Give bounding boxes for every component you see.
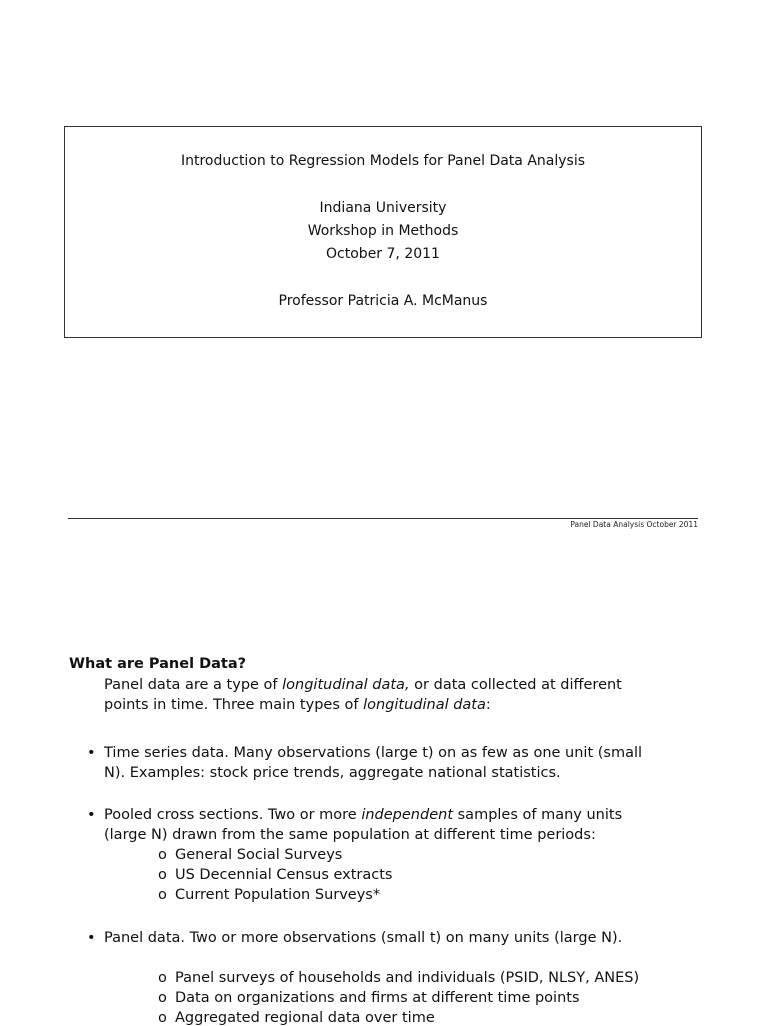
slide-footer: Panel Data Analysis October 2011 xyxy=(570,520,698,529)
slide-date: October 7, 2011 xyxy=(326,246,440,262)
slide-presenter: Professor Patricia A. McManus xyxy=(278,293,488,309)
bullet-panel-data: • Panel data. Two or more observations (small t) on many units (large N). xyxy=(104,930,622,946)
slide-event: Workshop in Methods xyxy=(307,223,459,239)
bullet-pooled-cross-sections: • Pooled cross sections. Two or more independent samples of many units xyxy=(104,807,622,823)
bullet-pooled-cont: (large N) drawn from the same population at different time periods: xyxy=(104,827,596,843)
sub-item: o US Decennial Census extracts xyxy=(175,867,392,883)
sub-item: o Panel surveys of households and individuals (PSID, NLSY, ANES) xyxy=(175,970,639,986)
slide-institution: Indiana University xyxy=(319,200,447,216)
sub-item: o Data on organizations and firms at different time points xyxy=(175,990,580,1006)
slide-title: Introduction to Regression Models for Panel Data Analysis xyxy=(180,153,586,169)
notes-heading: What are Panel Data? xyxy=(69,656,247,672)
bullet-time-series-cont: N). Examples: stock price trends, aggregate national statistics. xyxy=(104,765,561,781)
sub-item: o Current Population Surveys* xyxy=(175,887,380,903)
sub-item: o General Social Surveys xyxy=(175,847,342,863)
intro-line-1: Panel data are a type of longitudinal data, or data collected at different xyxy=(104,677,622,693)
sub-item: o Aggregated regional data over time xyxy=(175,1010,435,1026)
intro-line-2: points in time. Three main types of longitudinal data: xyxy=(104,697,491,713)
bullet-time-series: • Time series data. Many observations (large t) on as few as one unit (small xyxy=(104,745,642,761)
